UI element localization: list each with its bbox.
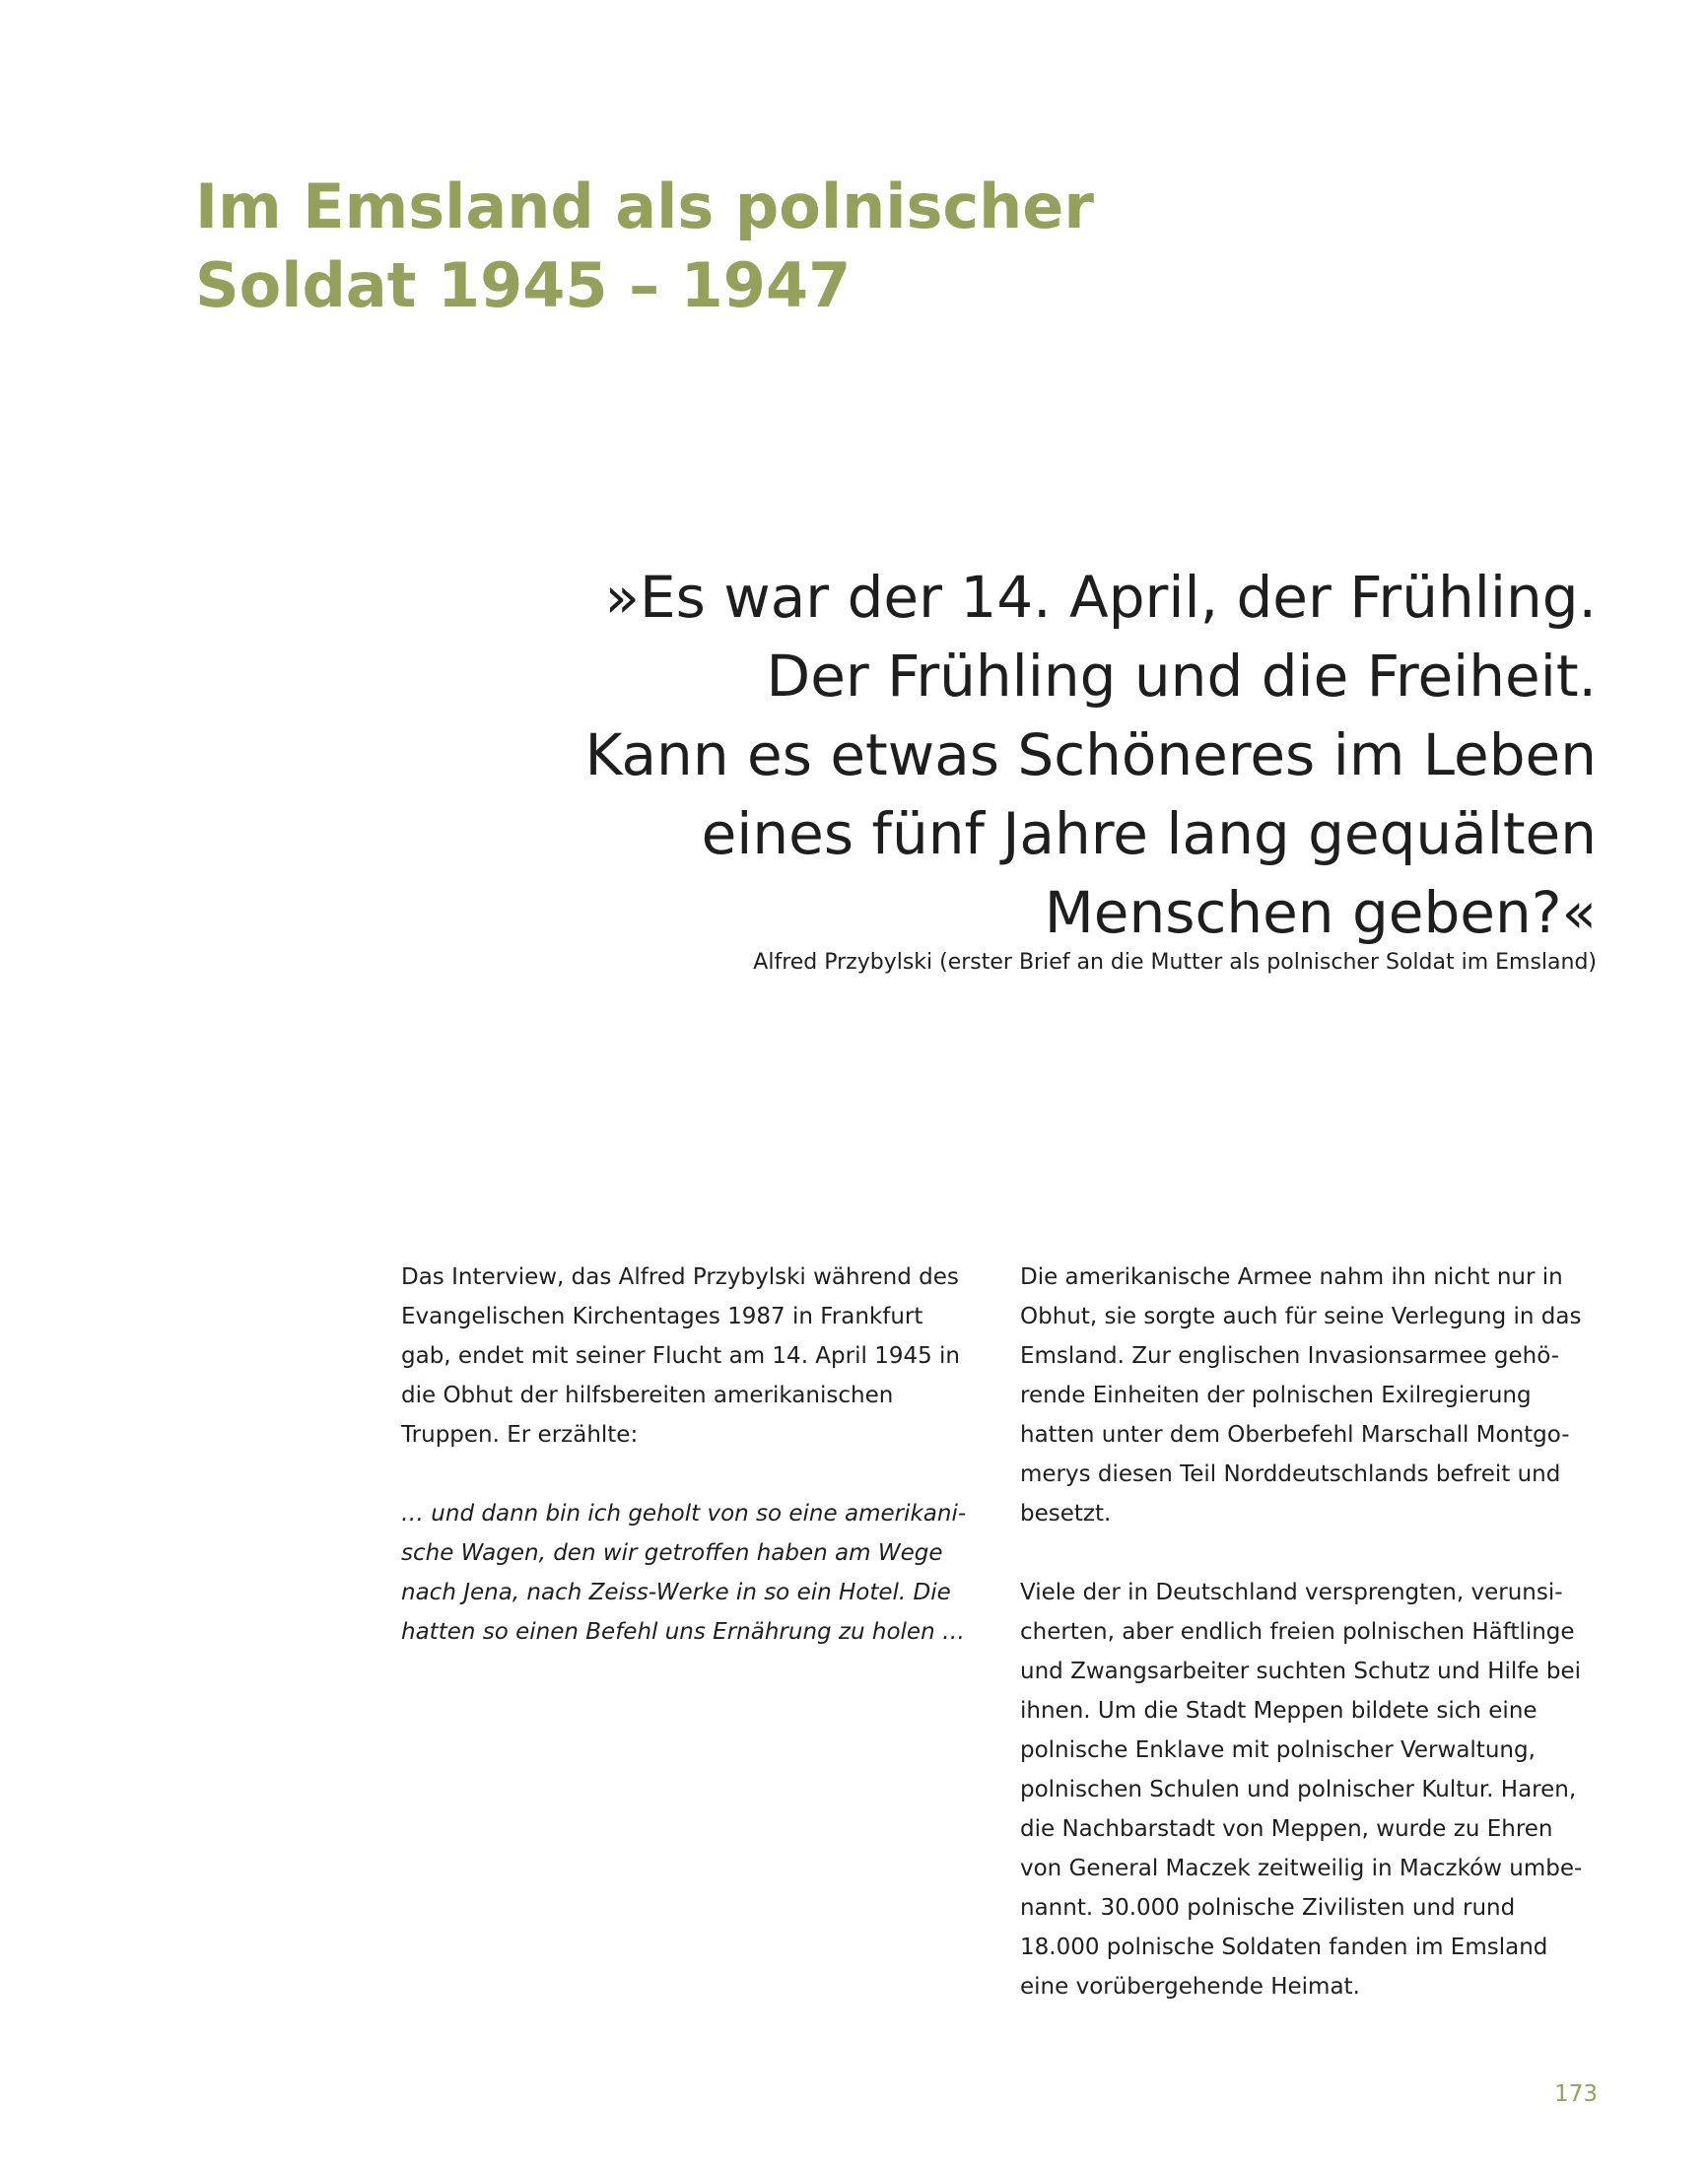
text-line: Evangelischen Kirchentages 1987 in Frankfurt bbox=[401, 1304, 923, 1329]
epigraph-quote bbox=[315, 558, 1597, 952]
text-line: Die amerikanische Armee nahm ihn nicht nur in bbox=[1020, 1264, 1563, 1290]
epigraph-line-1: »Es war der 14. April, der Frühling. bbox=[604, 564, 1597, 631]
text-line: rende Einheiten der polnischen Exilregierung bbox=[1020, 1383, 1532, 1408]
text-line: nach Jena, nach Zeiss-Werke in so ein Hotel. Die bbox=[401, 1580, 951, 1605]
text-line: die Nachbarstadt von Meppen, wurde zu Ehren bbox=[1020, 1816, 1553, 1842]
chapter-title-line-2: Soldat 1945 – 1947 bbox=[195, 249, 852, 321]
text-line: besetzt. bbox=[1020, 1501, 1112, 1527]
text-line: cherten, aber endlich freien polnischen Häftlinge bbox=[1020, 1619, 1575, 1645]
text-line: hatten unter dem Oberbefehl Marschall Montgo- bbox=[1020, 1422, 1570, 1448]
epigraph-line-4: eines fünf Jahre lang gequälten bbox=[701, 800, 1597, 867]
intro-paragraph bbox=[401, 1257, 983, 1455]
interview-quote bbox=[401, 1494, 983, 1652]
epigraph-line-2: Der Frühling und die Freiheit. bbox=[766, 643, 1597, 710]
text-line: hatten so einen Befehl uns Ernährung zu holen … bbox=[401, 1619, 965, 1645]
epigraph-line-3: Kann es etwas Schöneres im Leben bbox=[584, 721, 1597, 788]
text-line: Truppen. Er erzählte: bbox=[401, 1422, 639, 1448]
text-line: Viele der in Deutschland versprengten, verunsi- bbox=[1020, 1580, 1563, 1605]
text-line: nannt. 30.000 polnische Zivilisten und rund bbox=[1020, 1895, 1516, 1921]
text-line: Emsland. Zur englischen Invasionsarmee gehö- bbox=[1020, 1343, 1560, 1369]
chapter-title-line-1: Im Emsland als polnischer bbox=[195, 170, 1094, 242]
text-line: und Zwangsarbeiter suchten Schutz und Hilfe bei bbox=[1020, 1659, 1581, 1684]
page-number: 173 bbox=[1554, 2081, 1598, 2107]
paragraph-gap bbox=[401, 1455, 983, 1494]
paragraph-enclave bbox=[1020, 1573, 1602, 2006]
text-line: eine vorübergehende Heimat. bbox=[1020, 1974, 1360, 2000]
body-column-left bbox=[401, 1257, 983, 1652]
text-line: Das Interview, das Alfred Przybylski während des bbox=[401, 1264, 959, 1290]
text-line: gab, endet mit seiner Flucht am 14. April 1945 in bbox=[401, 1343, 961, 1369]
text-line: die Obhut der hilfsbereiten amerikanischen bbox=[401, 1383, 894, 1408]
text-line: merys diesen Teil Norddeutschlands befreit und bbox=[1020, 1461, 1561, 1487]
paragraph-army bbox=[1020, 1257, 1602, 1533]
body-column-right bbox=[1020, 1257, 1602, 2006]
epigraph-line-5: Menschen geben?« bbox=[1044, 879, 1597, 946]
chapter-title bbox=[195, 168, 1279, 325]
text-line: ihnen. Um die Stadt Meppen bildete sich eine bbox=[1020, 1698, 1537, 1724]
paragraph-gap bbox=[1020, 1533, 1602, 1573]
text-line: polnischen Schulen und polnischer Kultur. Haren, bbox=[1020, 1777, 1577, 1802]
text-line: Obhut, sie sorgte auch für seine Verlegung in das bbox=[1020, 1304, 1582, 1329]
text-line: polnische Enklave mit polnischer Verwaltung, bbox=[1020, 1737, 1536, 1763]
epigraph-source: Alfred Przybylski (erster Brief an die Mutter als polnischer Soldat im Emsland) bbox=[753, 950, 1597, 975]
text-line: von General Maczek zeitweilig in Maczków umbe- bbox=[1020, 1856, 1583, 1881]
text-line: … und dann bin ich geholt von so eine amerikani- bbox=[401, 1501, 967, 1527]
text-line: sche Wagen, den wir getroffen haben am Wege bbox=[401, 1540, 943, 1566]
text-line: 18.000 polnische Soldaten fanden im Emsland bbox=[1020, 1935, 1548, 1960]
